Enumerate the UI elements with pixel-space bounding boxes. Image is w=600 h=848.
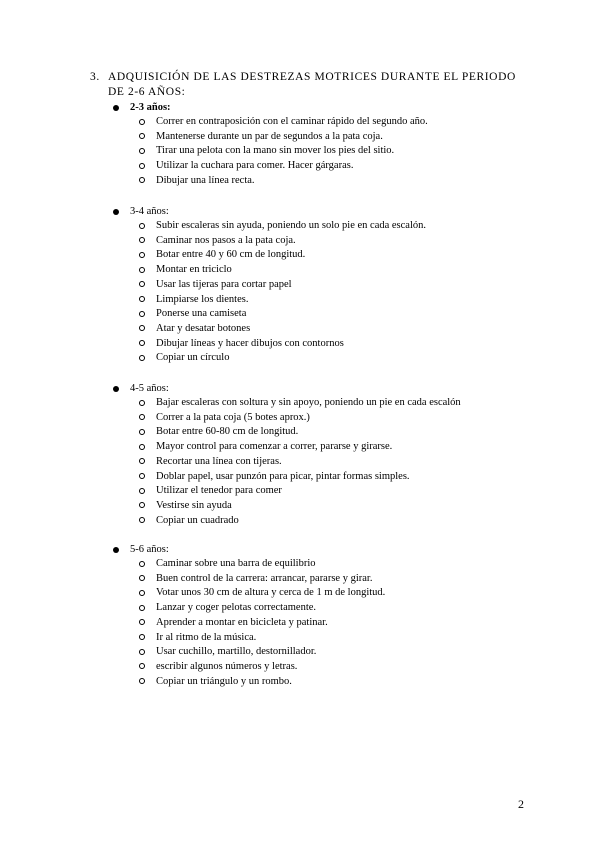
skill-list <box>113 115 533 189</box>
list-item: Buen control de la carrera: arrancar, pararse y girar. <box>113 572 533 587</box>
age-group-5-6 <box>113 543 533 689</box>
list-item: Limpiarse los dientes. <box>113 293 533 308</box>
section-heading <box>90 70 530 100</box>
skill-list <box>113 396 533 528</box>
circle-bullet-icon <box>139 605 145 611</box>
list-item: Correr a la pata coja (5 botes aprox.) <box>113 411 533 426</box>
list-item: Copiar un cuadrado <box>113 514 533 529</box>
circle-bullet-icon <box>139 355 145 361</box>
list-item: escribir algunos números y letras. <box>113 660 533 675</box>
list-item: Utilizar el tenedor para comer <box>113 484 533 499</box>
list-item: Caminar sobre una barra de equilibrio <box>113 557 533 572</box>
circle-bullet-icon <box>139 488 145 494</box>
bullet-icon <box>113 386 119 392</box>
circle-bullet-icon <box>139 223 145 229</box>
circle-bullet-icon <box>139 119 145 125</box>
circle-bullet-icon <box>139 429 145 435</box>
list-item: Aprender a montar en bicicleta y patinar. <box>113 616 533 631</box>
circle-bullet-icon <box>139 575 145 581</box>
circle-bullet-icon <box>139 296 145 302</box>
list-item: Mayor control para comenzar a correr, pararse y girarse. <box>113 440 533 455</box>
circle-bullet-icon <box>139 444 145 450</box>
list-item: Correr en contraposición con el caminar rápido del segundo año. <box>113 115 533 130</box>
list-item: Botar entre 40 y 60 cm de longitud. <box>113 248 533 263</box>
list-item: Tirar una pelota con la mano sin mover los pies del sitio. <box>113 144 533 159</box>
list-item: Lanzar y coger pelotas correctamente. <box>113 601 533 616</box>
list-item: Utilizar la cuchara para comer. Hacer gárgaras. <box>113 159 533 174</box>
list-item: Subir escaleras sin ayuda, poniendo un solo pie en cada escalón. <box>113 219 533 234</box>
circle-bullet-icon <box>139 340 145 346</box>
age-group-title: 4-5 años: <box>113 382 533 396</box>
age-group-2-3 <box>113 101 533 189</box>
circle-bullet-icon <box>139 163 145 169</box>
circle-bullet-icon <box>139 325 145 331</box>
circle-bullet-icon <box>139 311 145 317</box>
section-title: ADQUISICIÓN DE LAS DESTREZAS MOTRICES DURANTE EL PERIODO DE 2-6 AÑOS: <box>108 71 516 98</box>
list-item: Atar y desatar botones <box>113 322 533 337</box>
circle-bullet-icon <box>139 561 145 567</box>
circle-bullet-icon <box>139 400 145 406</box>
circle-bullet-icon <box>139 148 145 154</box>
age-group-title: 3-4 años: <box>113 205 533 219</box>
list-item: Votar unos 30 cm de altura y cerca de 1 m de longitud. <box>113 586 533 601</box>
list-item: Recortar una línea con tijeras. <box>113 455 533 470</box>
list-item: Botar entre 60-80 cm de longitud. <box>113 425 533 440</box>
circle-bullet-icon <box>139 281 145 287</box>
list-item: Ir al ritmo de la música. <box>113 631 533 646</box>
list-item: Bajar escaleras con soltura y sin apoyo, poniendo un pie en cada escalón <box>113 396 533 411</box>
list-item: Copiar un triángulo y un rombo. <box>113 675 533 690</box>
age-group-title: 5-6 años: <box>113 543 533 557</box>
circle-bullet-icon <box>139 473 145 479</box>
circle-bullet-icon <box>139 590 145 596</box>
list-item: Vestirse sin ayuda <box>113 499 533 514</box>
circle-bullet-icon <box>139 619 145 625</box>
circle-bullet-icon <box>139 517 145 523</box>
list-item: Montar en triciclo <box>113 263 533 278</box>
circle-bullet-icon <box>139 252 145 258</box>
circle-bullet-icon <box>139 177 145 183</box>
list-item: Ponerse una camiseta <box>113 307 533 322</box>
list-item: Dibujar una línea recta. <box>113 174 533 189</box>
list-item: Dibujar líneas y hacer dibujos con contornos <box>113 337 533 352</box>
circle-bullet-icon <box>139 458 145 464</box>
bullet-icon <box>113 105 119 111</box>
page-number: 2 <box>518 797 524 811</box>
skill-list <box>113 557 533 689</box>
list-item: Usar cuchillo, martillo, destornillador. <box>113 645 533 660</box>
skill-list <box>113 219 533 366</box>
list-item: Doblar papel, usar punzón para picar, pintar formas simples. <box>113 470 533 485</box>
age-group-3-4 <box>113 205 533 366</box>
circle-bullet-icon <box>139 502 145 508</box>
list-item: Caminar nos pasos a la pata coja. <box>113 234 533 249</box>
age-group-4-5 <box>113 382 533 528</box>
circle-bullet-icon <box>139 678 145 684</box>
age-group-title: 2-3 años: <box>113 101 533 115</box>
circle-bullet-icon <box>139 663 145 669</box>
bullet-icon <box>113 547 119 553</box>
circle-bullet-icon <box>139 634 145 640</box>
circle-bullet-icon <box>139 237 145 243</box>
section-number: 3. <box>90 71 100 83</box>
bullet-icon <box>113 209 119 215</box>
circle-bullet-icon <box>139 267 145 273</box>
list-item: Mantenerse durante un par de segundos a la pata coja. <box>113 130 533 145</box>
circle-bullet-icon <box>139 414 145 420</box>
list-item: Usar las tijeras para cortar papel <box>113 278 533 293</box>
circle-bullet-icon <box>139 649 145 655</box>
list-item: Copiar un círculo <box>113 351 533 366</box>
circle-bullet-icon <box>139 133 145 139</box>
